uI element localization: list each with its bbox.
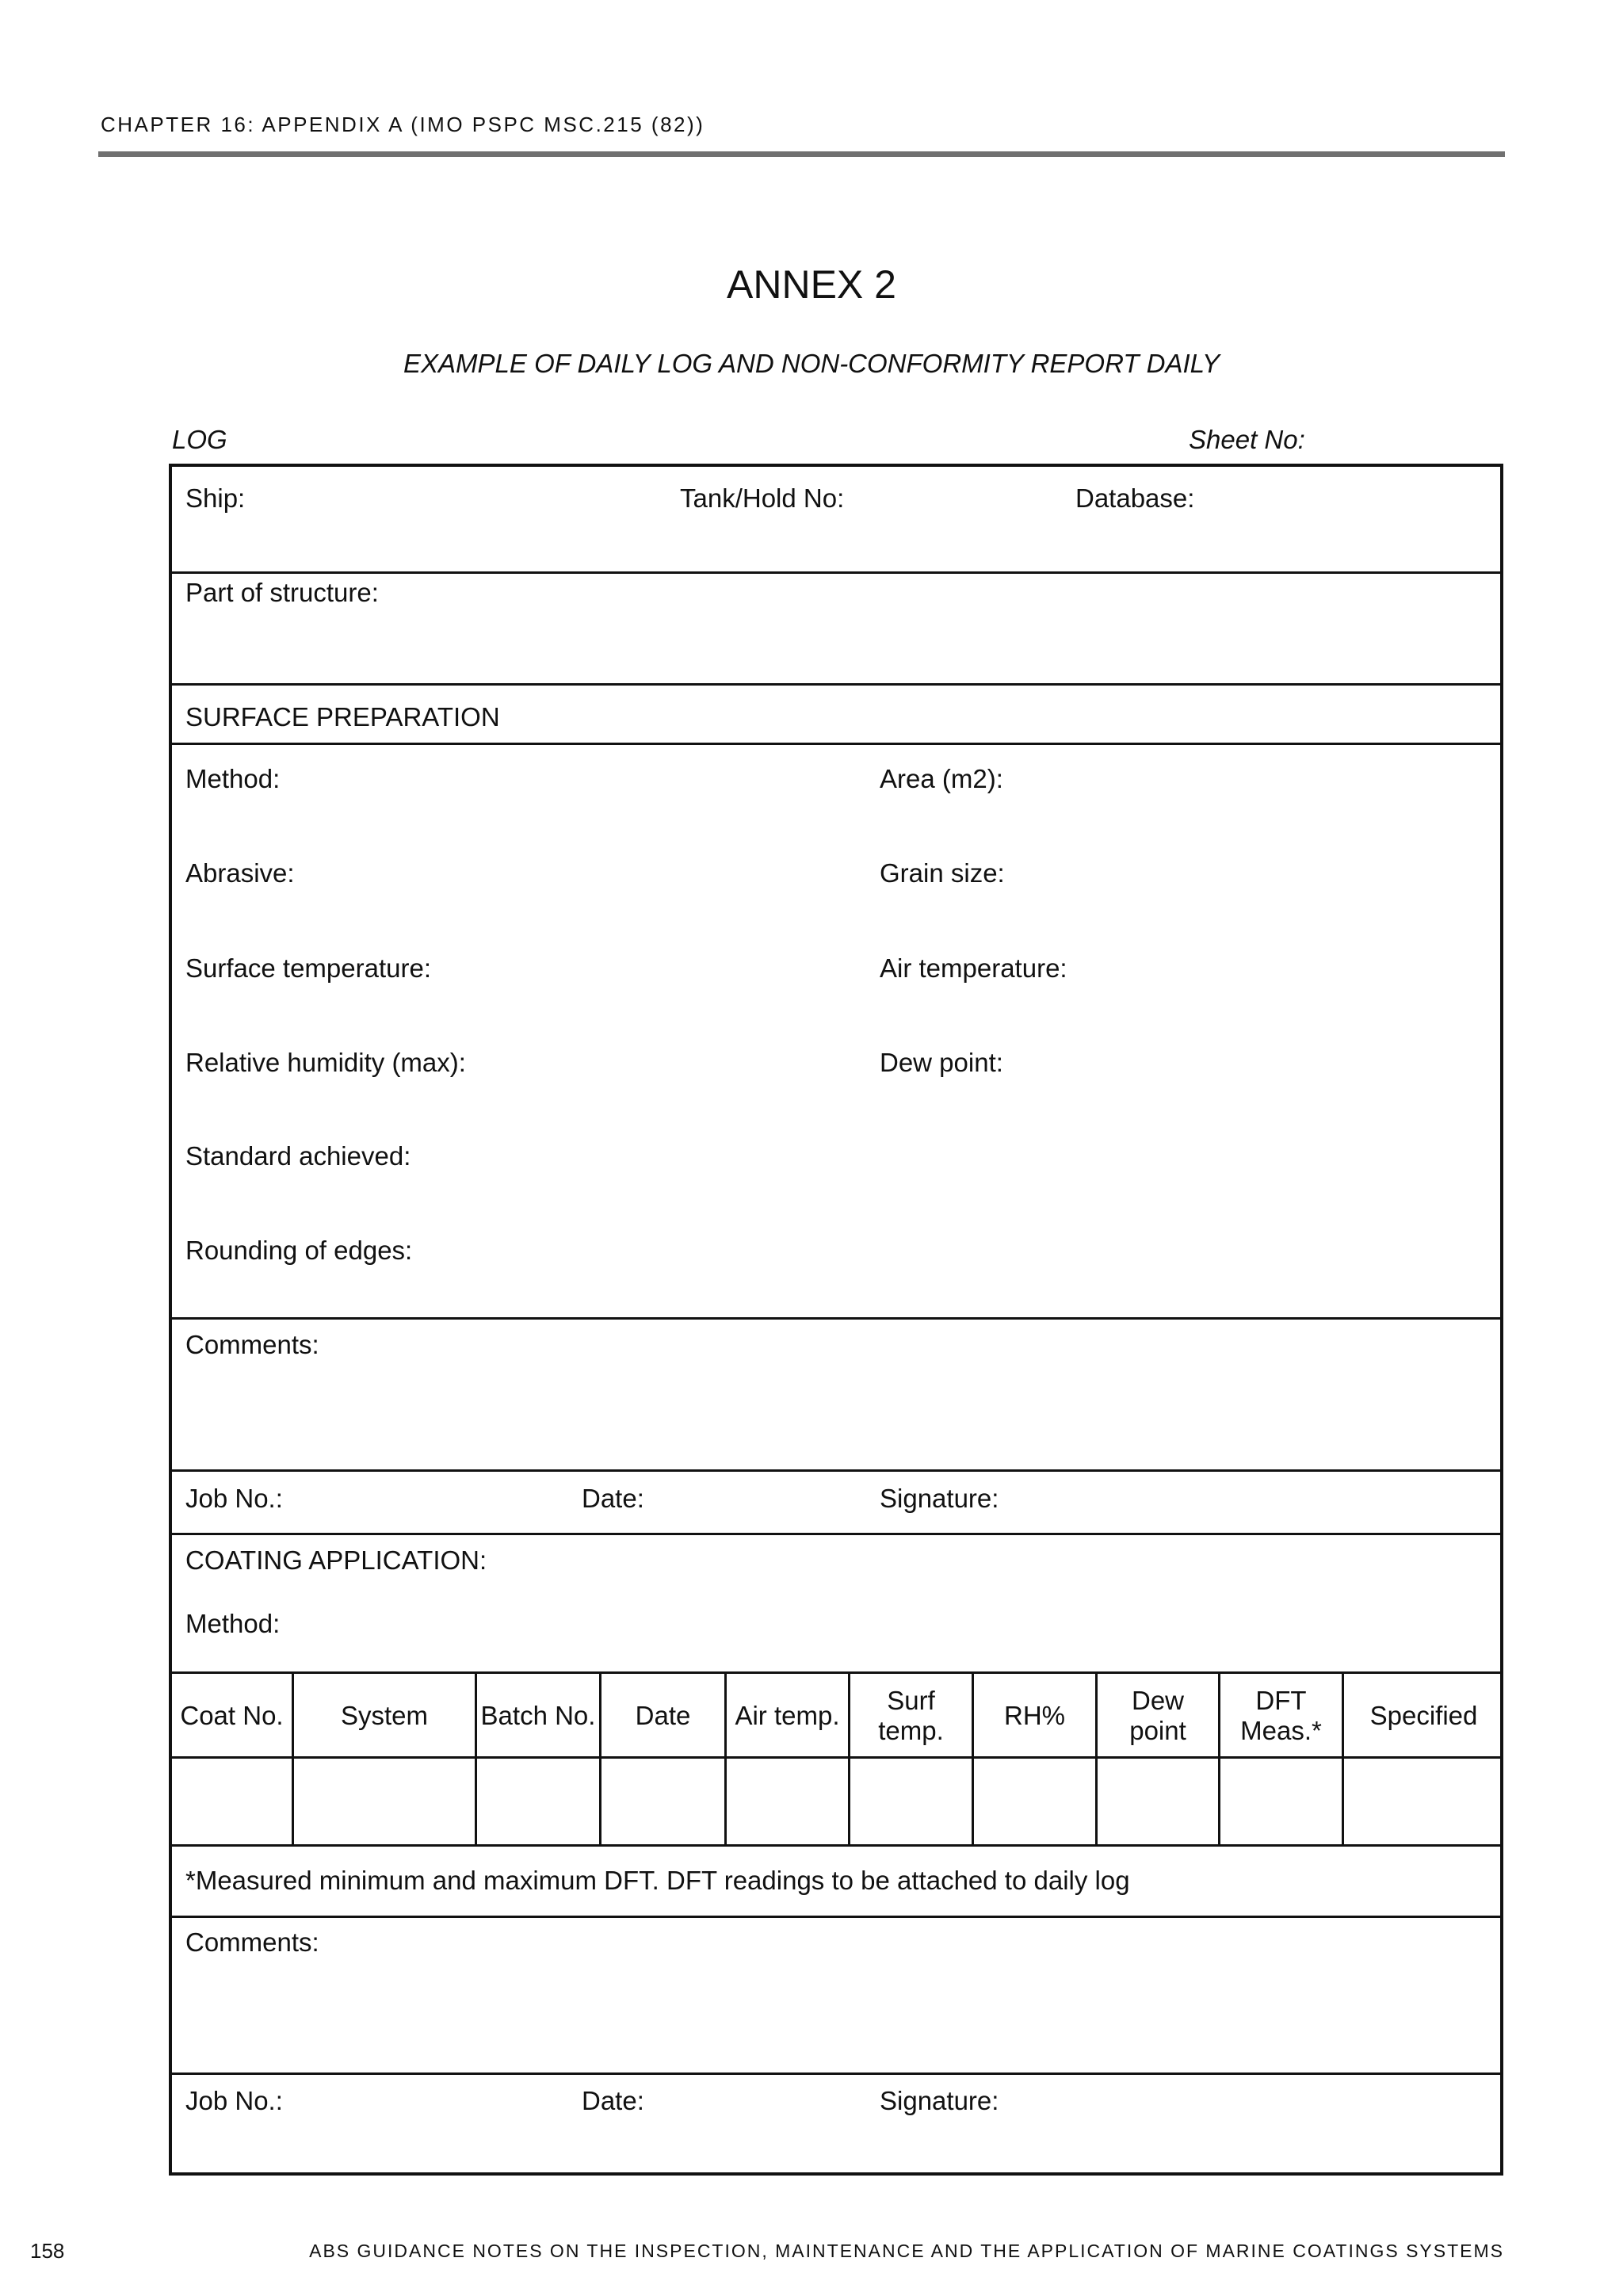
column-header-surf-temp: Surf temp. (878, 1686, 944, 1745)
column-header-coat-no: Coat No. (180, 1701, 284, 1730)
coating-application-heading: COATING APPLICATION: (185, 1545, 487, 1575)
coating-signature-field[interactable]: Signature: (880, 2086, 999, 2115)
abrasive-field[interactable]: Abrasive: (185, 858, 295, 888)
date-field[interactable]: Date: (582, 1484, 644, 1513)
document-subtitle: EXAMPLE OF DAILY LOG AND NON-CONFORMITY REPORT DAILY (403, 349, 1220, 378)
chapter-header: CHAPTER 16: APPENDIX A (IMO PSPC MSC.215 (82)) (101, 113, 705, 136)
grain-size-field[interactable]: Grain size: (880, 858, 1005, 888)
row-divider (172, 1671, 1500, 1674)
column-header-batch-no: Batch No. (480, 1701, 596, 1730)
dft-footnote: *Measured minimum and maximum DFT. DFT readings to be attached to daily log (185, 1866, 1130, 1895)
sheet-no-label: Sheet No: (1189, 425, 1305, 454)
column-header-date: Date (635, 1701, 691, 1730)
coating-comments-field[interactable]: Comments: (185, 1927, 319, 1957)
column-header-dft-meas: DFT Meas.* (1240, 1686, 1322, 1745)
database-field[interactable]: Database: (1075, 483, 1195, 513)
log-label: LOG (172, 425, 227, 454)
column-header-rh: RH% (1003, 1701, 1065, 1730)
row-divider (172, 2073, 1500, 2075)
row-divider (172, 1533, 1500, 1535)
annex-title: ANNEX 2 (727, 262, 896, 307)
surface-temperature-field[interactable]: Surface temperature: (185, 953, 431, 983)
row-divider (172, 1469, 1500, 1472)
method-field[interactable]: Method: (185, 764, 281, 793)
standard-achieved-field[interactable]: Standard achieved: (185, 1141, 411, 1171)
ship-field[interactable]: Ship: (185, 483, 246, 513)
area-field[interactable]: Area (m2): (880, 764, 1003, 793)
row-divider (172, 1756, 1500, 1759)
daily-log-form (169, 464, 1503, 2176)
signature-field[interactable]: Signature: (880, 1484, 999, 1513)
row-divider (172, 1916, 1500, 1918)
part-of-structure-field[interactable]: Part of structure: (185, 578, 379, 607)
surface-comments-field[interactable]: Comments: (185, 1330, 319, 1359)
column-header-dew-point: Dew point (1129, 1686, 1186, 1745)
row-divider (172, 743, 1500, 745)
row-divider (172, 1317, 1500, 1320)
air-temperature-field[interactable]: Air temperature: (880, 953, 1067, 983)
column-header-air-temp: Air temp. (735, 1701, 840, 1730)
rounding-of-edges-field[interactable]: Rounding of edges: (185, 1236, 413, 1265)
surface-preparation-heading: SURFACE PREPARATION (185, 702, 500, 732)
column-header-specified: Specified (1369, 1701, 1478, 1730)
row-divider (172, 683, 1500, 686)
publication-footer: ABS GUIDANCE NOTES ON THE INSPECTION, MAINTENANCE AND THE APPLICATION OF MARINE COATINGS SYSTEMS (309, 2241, 1504, 2261)
dew-point-field[interactable]: Dew point: (880, 1048, 1003, 1077)
column-header-system: System (340, 1701, 429, 1730)
row-divider (172, 571, 1500, 574)
header-rule (98, 151, 1505, 157)
relative-humidity-field[interactable]: Relative humidity (max): (185, 1048, 466, 1077)
coating-method-field[interactable]: Method: (185, 1609, 281, 1638)
page-number: 158 (30, 2239, 65, 2263)
tank-hold-field[interactable]: Tank/Hold No: (680, 483, 845, 513)
job-no-field[interactable]: Job No.: (185, 1484, 283, 1513)
row-divider (172, 1844, 1500, 1847)
coating-job-no-field[interactable]: Job No.: (185, 2086, 283, 2115)
coating-date-field[interactable]: Date: (582, 2086, 644, 2115)
